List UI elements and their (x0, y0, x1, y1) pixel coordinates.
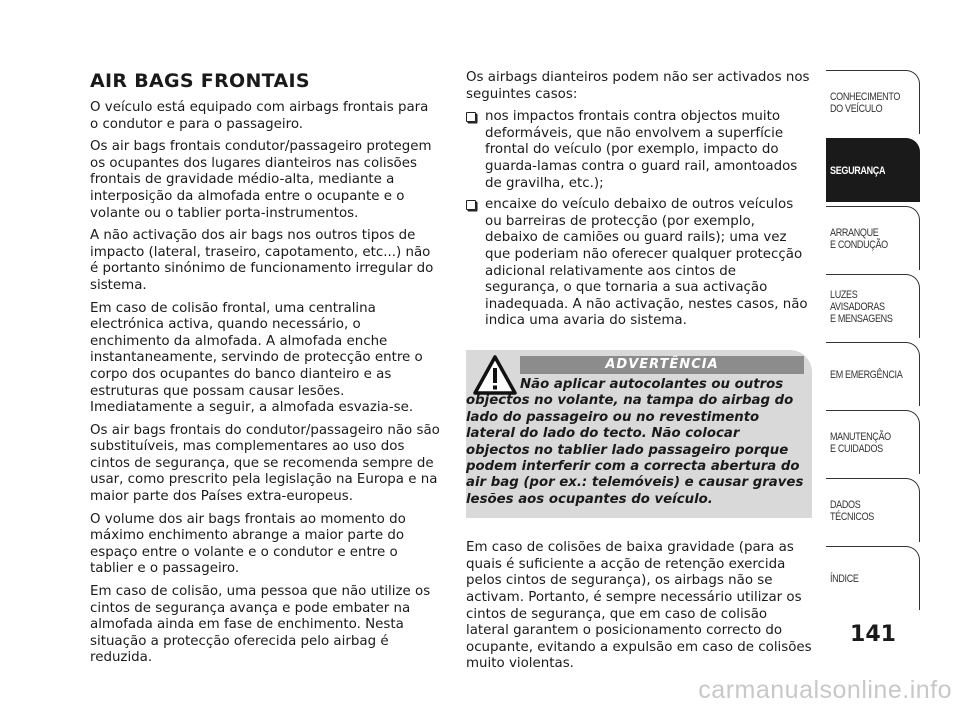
bullet-list (466, 109, 812, 330)
tab-label: ARRANQUE E CONDUÇÃO (830, 226, 888, 251)
paragraph: Em caso de colisão, uma pessoa que não utilize os cintos de segurança avança e pode embater na almofada ainda em fase de enchimento. Nesta situação a protecção oferecida pelo airbag é reduzida. (90, 584, 431, 666)
warning-box (466, 350, 812, 518)
paragraph: O volume dos air bags frontais ao momento do máximo enchimento abrange a maior parte do espaço entre o volante e o condutor e entre o tablier e o passageiro. (90, 511, 406, 577)
list-item (466, 197, 812, 330)
tab-label: CONHECIMENTO DO VEÍCULO (830, 90, 901, 115)
checkbox-bullet-icon (466, 112, 476, 122)
list-item-text: nos impactos frontais contra objectos muito deformáveis, que não envolvem a superfície frontal do veículo (por exemplo, impacto do guarda-lamas contra o guard rail, amontoados de gravilha, etc.); (485, 109, 798, 191)
checkbox-bullet-icon (466, 200, 476, 210)
warning-title: ADVERTÊNCIA (520, 356, 804, 374)
paragraph: Os air bags frontais do condutor/passageiro não são substituíveis, mas complementares ao uso dos cintos de segurança, que se recomenda sempre de usar, como prescrito pela legislação na Europa e na maior parte dos Países extra-europeus. (90, 422, 440, 505)
list-item (466, 109, 812, 192)
chapter-tabs (826, 70, 920, 614)
warning-triangle-icon (472, 354, 518, 396)
warning-text: Não aplicar autocolantes ou outros objectos no volante, na tampa do airbag do lado do passageiro ou no revestimento lateral do lado do tecto. Não colocar objectos no tablier lado passageiro porque podem interferir com a correcta abertura do air bag (por ex.: telemóveis) e causar graves lesões aos ocupantes do veículo. (466, 376, 804, 507)
list-item-text: encaixe do veículo debaixo de outros veículos ou barreiras de protecção (por exemplo, debaixo de camiões ou guard rails); uma vez que poderiam não oferecer qualquer protecção adicional relativamente aos cintos de segurança, o que tornaria a sua activação inadequada. A não activação, nestes casos, não indica uma avaria do sistema. (485, 197, 808, 329)
closing-paragraph: Em caso de colisões de baixa gravidade (para as quais é suficiente a acção de retenção exercida pelos cintos de segurança), os airbags não se activam. Portanto, é sempre necessário utilizar os cintos de segurança, que em caso de colisão lateral garantem o posicionamento correcto do ocupante, evitando a expulsão em caso de colisões muito violentas. (466, 540, 812, 672)
tab-label: LUZES AVISADORAS E MENSAGENS (830, 288, 893, 325)
tab-conhecimento[interactable] (826, 70, 920, 134)
page-number: 141 (850, 622, 896, 647)
left-column (90, 70, 440, 673)
paragraph: Em caso de colisão frontal, uma centralina electrónica activa, quando necessário, o enchimento da almofada. A almofada enche instantaneamente, servindo de protecção entre o corpo dos ocupantes do banco dianteiro e as estruturas que possam causar lesões. Imediatamente a seguir, a almofada esvazia-se. (90, 300, 423, 416)
paragraph: A não activação dos air bags nos outros tipos de impacto (lateral, traseiro, capotamento, etc...) não é portanto sinónimo de funcionamento irregular do sistema. (90, 228, 434, 293)
tab-seguranca[interactable] (826, 138, 920, 202)
tab-label: SEGURANÇA (830, 164, 886, 177)
tab-label: EM EMERGÊNCIA (830, 368, 903, 381)
right-column (466, 70, 812, 679)
tab-label: ÍNDICE (830, 572, 859, 585)
paragraph: O veículo está equipado com airbags frontais para o condutor e para o passageiro. (90, 100, 429, 132)
intro-text: Os airbags dianteiros podem não ser activados nos seguintes casos: (466, 70, 810, 102)
paragraph: Os air bags frontais condutor/passageiro protegem os ocupantes dos lugares dianteiros nas colisões frontais de gravidade médio-alta, mediante a interposição da almofada entre o ocupante e o volante ou o tablier porta-instrumentos. (90, 139, 432, 221)
tab-arranque[interactable] (826, 206, 920, 270)
tab-label: DADOS TÉCNICOS (830, 498, 874, 523)
tab-dados[interactable] (826, 478, 920, 542)
section-title: AIR BAGS FRONTAIS (90, 70, 310, 92)
tab-manutencao[interactable] (826, 410, 920, 474)
tab-luzes[interactable] (826, 274, 920, 338)
watermark: carmanualsonline.info (698, 676, 952, 704)
tab-indice[interactable] (826, 546, 920, 610)
tab-emergencia[interactable] (826, 342, 920, 406)
tab-label: MANUTENÇÃO E CUIDADOS (830, 430, 891, 455)
